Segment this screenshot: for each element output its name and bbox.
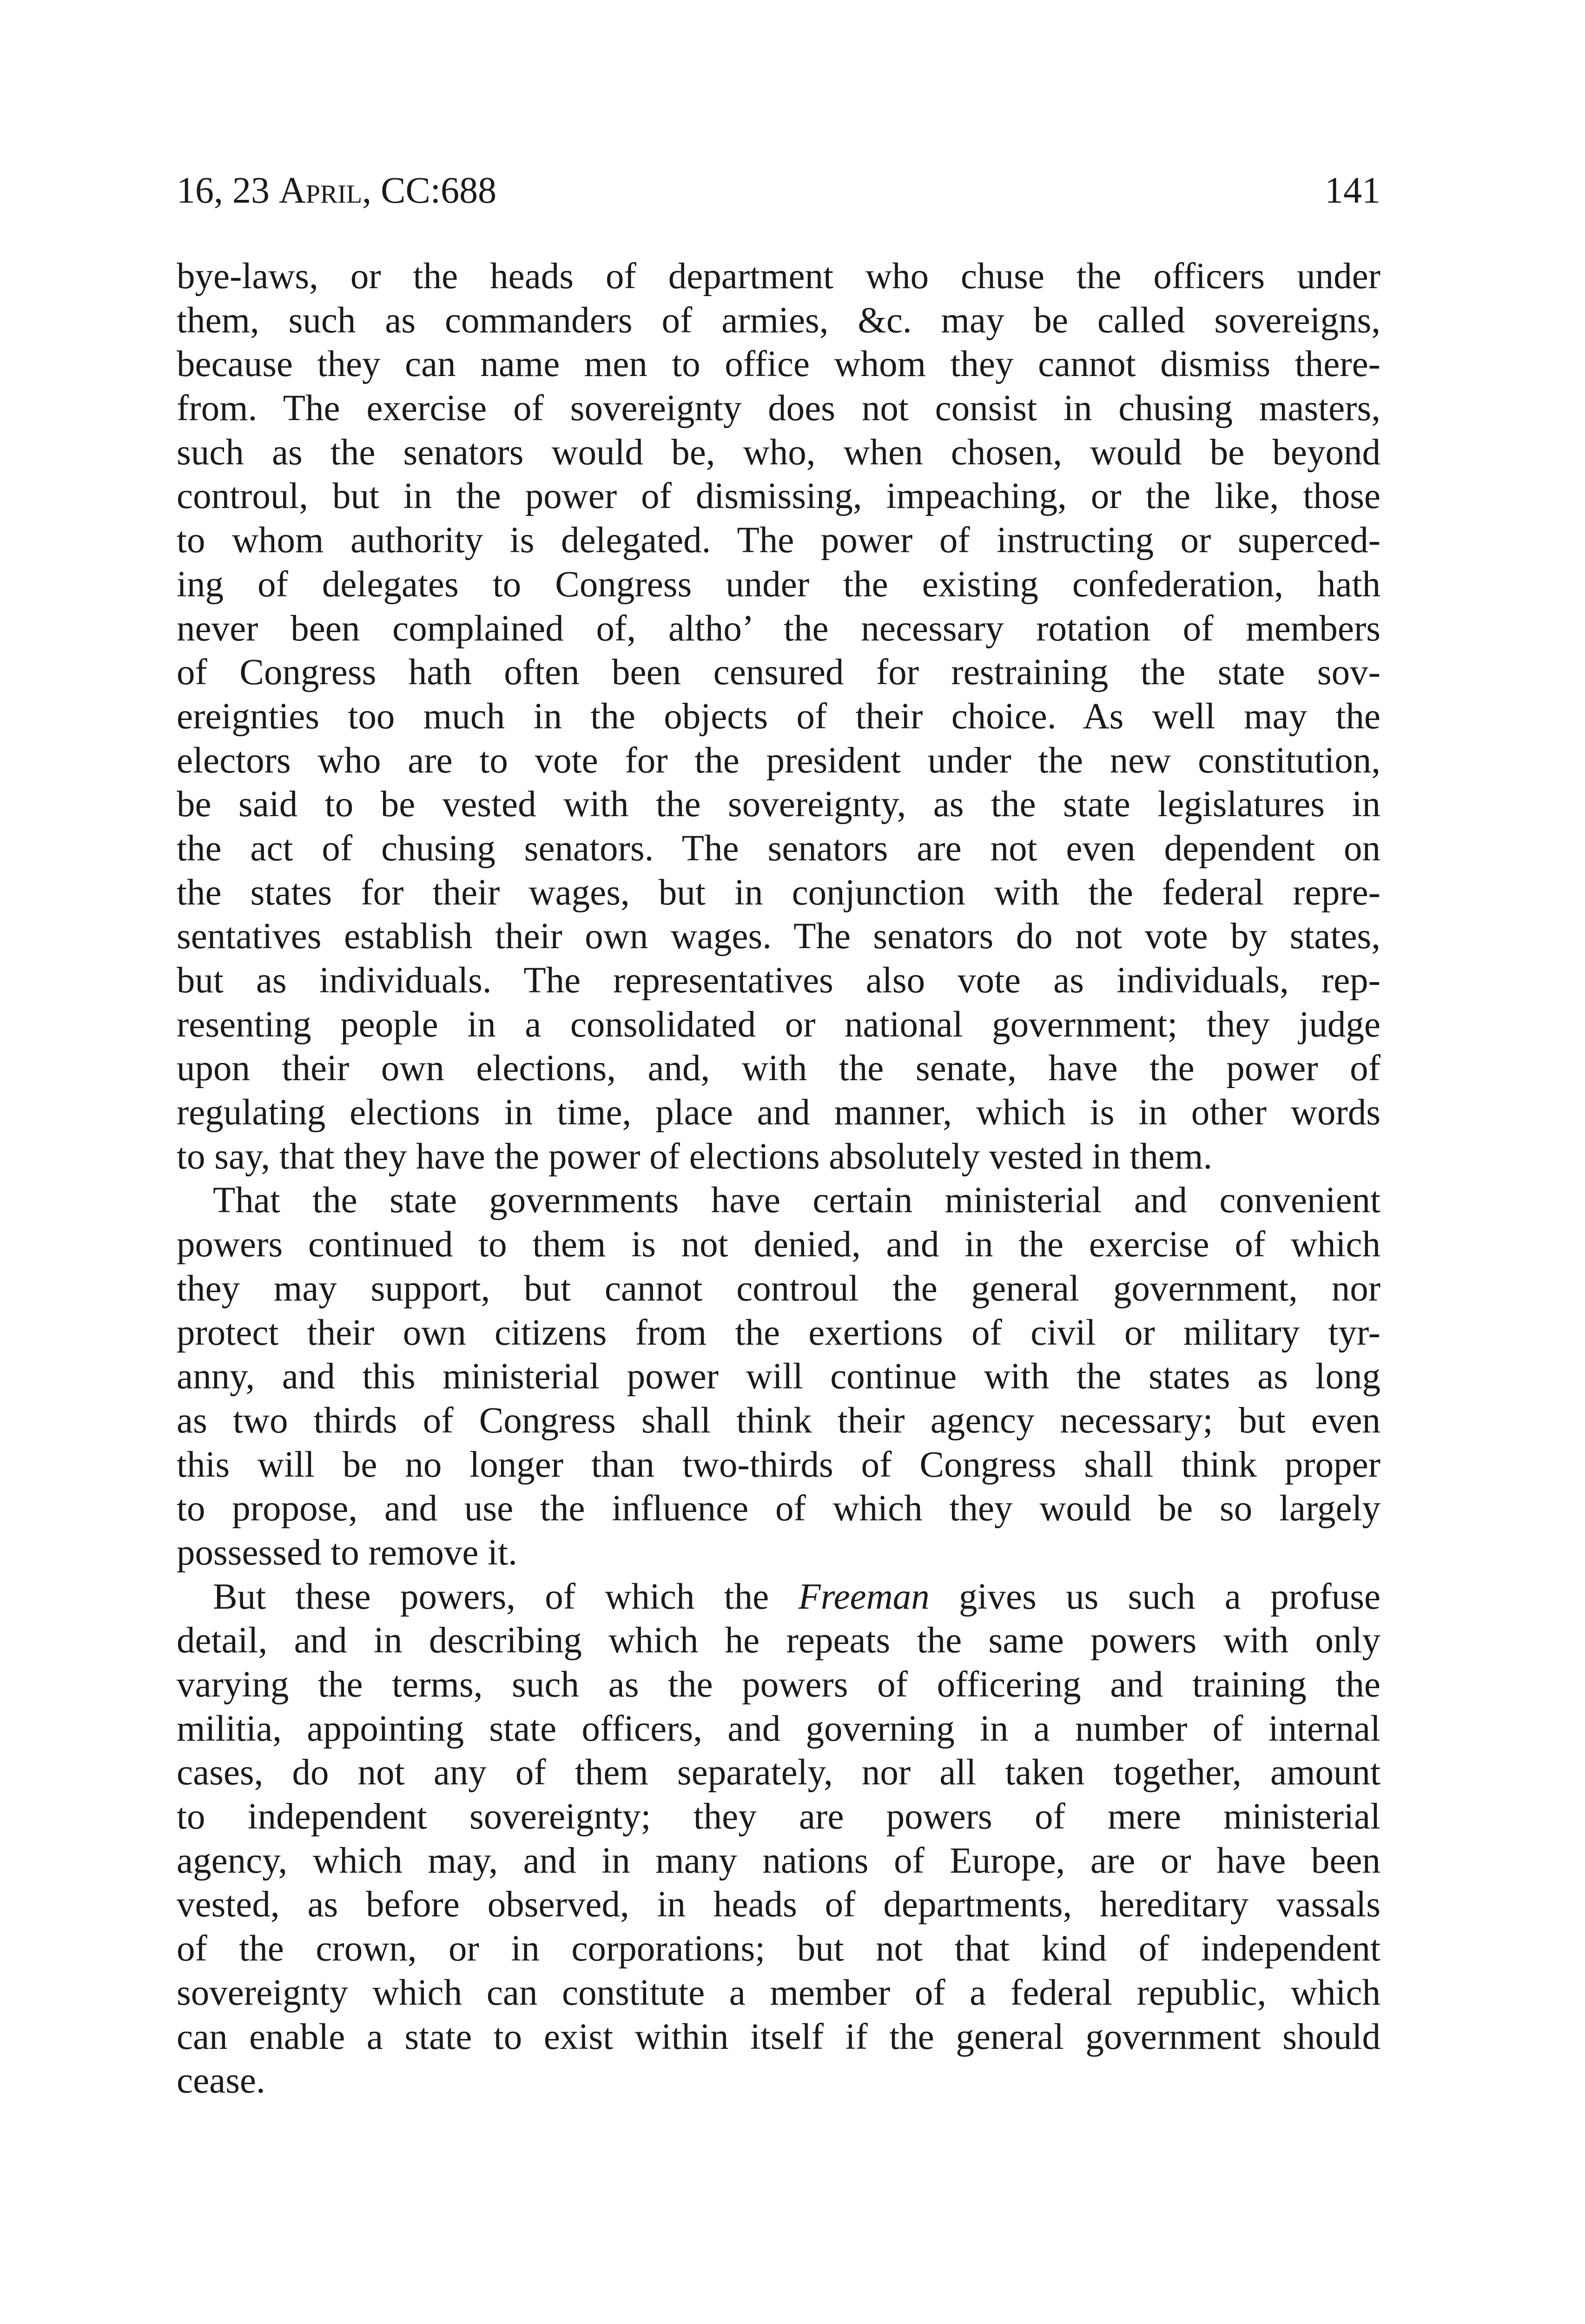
running-head-suffix: , CC:688 <box>362 170 497 211</box>
text-line <box>177 1575 1380 1619</box>
text-line: the act of chusing senators. The senators are not even dependent on <box>177 828 1380 869</box>
page-number: 141 <box>1325 170 1380 211</box>
text-line: resenting people in a consolidated or national government; they judge <box>177 1004 1380 1045</box>
text-line: of Congress hath often been censured for restraining the state sov- <box>177 652 1380 693</box>
text-line: from. The exercise of sovereignty does not consist in chusing masters, <box>177 388 1380 429</box>
text-line: That the state governments have certain ministerial and convenient <box>213 1180 1380 1221</box>
text-line: can enable a state to exist within itself if the general government should <box>177 2016 1380 2057</box>
italic-title-freeman: Freeman <box>798 1576 930 1617</box>
text-line: never been complained of, altho’ the necessary rotation of members <box>177 608 1380 649</box>
text-line: sentatives establish their own wages. The senators do not vote by states, <box>177 916 1380 957</box>
text-segment: But these powers, of which the <box>213 1576 799 1617</box>
text-line: because they can name men to office whom they cannot dismiss there- <box>177 344 1380 385</box>
text-line: varying the terms, such as the powers of officering and training the <box>177 1664 1380 1705</box>
text-line: powers continued to them is not denied, and in the exercise of which <box>177 1224 1380 1265</box>
text-line: cases, do not any of them separately, nor all taken together, amount <box>177 1752 1380 1793</box>
text-line: agency, which may, and in many nations of Europe, are or have been <box>177 1840 1380 1881</box>
text-line: sovereignty which can constitute a member of a federal republic, which <box>177 1972 1380 2013</box>
text-line: regulating elections in time, place and manner, which is in other words <box>177 1092 1380 1133</box>
text-line: of the crown, or in corporations; but not that kind of independent <box>177 1928 1380 1969</box>
text-line: cease. <box>177 2060 265 2101</box>
text-line: electors who are to vote for the president under the new constitution, <box>177 740 1380 781</box>
running-head-prefix: 16, 23 <box>177 170 279 211</box>
text-line: possessed to remove it. <box>177 1532 517 1573</box>
text-line: ereignties too much in the objects of their choice. As well may the <box>177 696 1380 737</box>
text-line: militia, appointing state officers, and governing in a number of internal <box>177 1708 1380 1749</box>
running-head <box>177 165 1380 216</box>
text-line: upon their own elections, and, with the senate, have the power of <box>177 1048 1380 1089</box>
text-line: they may support, but cannot controul the general government, nor <box>177 1268 1380 1309</box>
text-line: the states for their wages, but in conjunction with the federal repre- <box>177 872 1380 913</box>
text-line: to whom authority is delegated. The power of instructing or superced- <box>177 520 1380 561</box>
body-text <box>177 255 1380 2103</box>
text-line: anny, and this ministerial power will continue with the states as long <box>177 1356 1380 1397</box>
text-line: such as the senators would be, who, when chosen, would be beyond <box>177 432 1380 473</box>
text-line: as two thirds of Congress shall think their agency necessary; but even <box>177 1400 1380 1441</box>
text-line: be said to be vested with the sovereignty, as the state legislatures in <box>177 784 1380 825</box>
text-line: to independent sovereignty; they are powers of mere ministerial <box>177 1796 1380 1837</box>
text-line: controul, but in the power of dismissing, impeaching, or the like, those <box>177 476 1380 517</box>
text-line: ing of delegates to Congress under the existing confederation, hath <box>177 564 1380 605</box>
text-line: but as individuals. The representatives also vote as individuals, rep- <box>177 960 1380 1001</box>
text-line: this will be no longer than two-thirds of Congress shall think proper <box>177 1444 1380 1485</box>
text-line: to propose, and use the influence of which they would be so largely <box>177 1488 1380 1529</box>
text-line: them, such as commanders of armies, &c. may be called sovereigns, <box>177 300 1380 341</box>
text-line: detail, and in describing which he repeats the same powers with only <box>177 1620 1380 1661</box>
text-line: vested, as before observed, in heads of departments, hereditary vassals <box>177 1884 1380 1925</box>
text-segment: gives us such a profuse <box>929 1576 1381 1617</box>
text-line: protect their own citizens from the exertions of civil or military tyr- <box>177 1312 1380 1353</box>
text-line: bye-laws, or the heads of department who chuse the officers under <box>177 256 1380 297</box>
text-line: to say, that they have the power of elections absolutely vested in them. <box>177 1136 1213 1177</box>
running-head-month: April <box>279 170 363 211</box>
running-head-citation <box>177 165 496 216</box>
